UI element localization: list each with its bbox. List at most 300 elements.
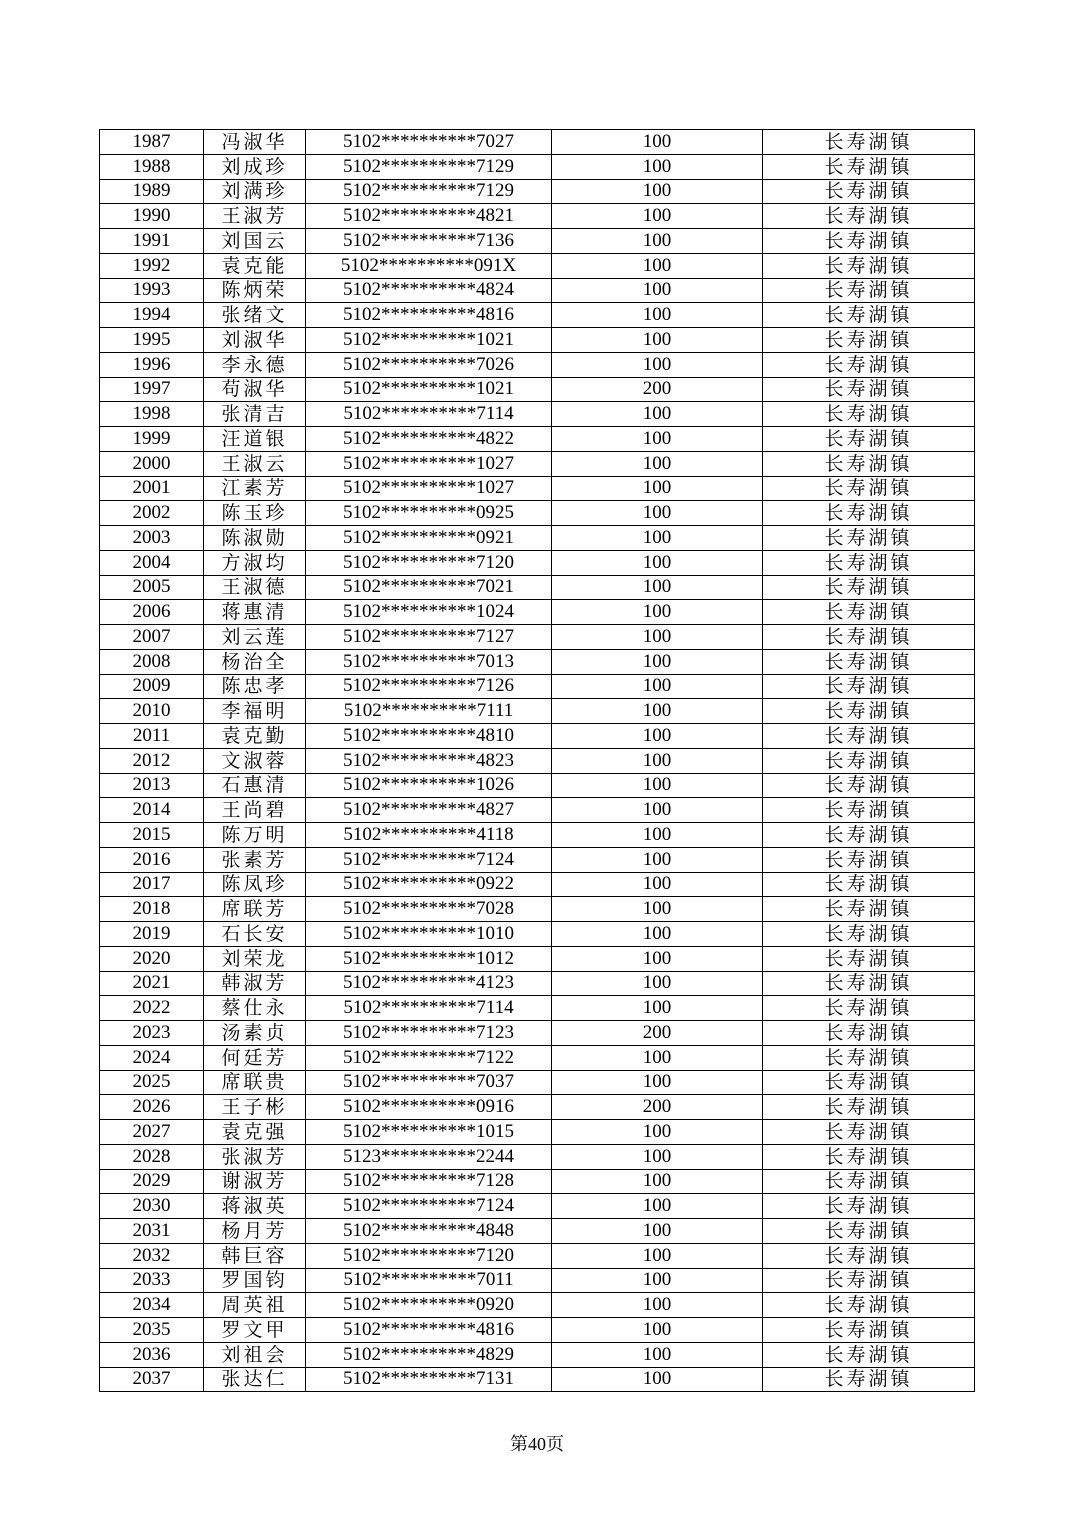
amount-cell: 100 bbox=[552, 1169, 763, 1194]
amount-cell: 100 bbox=[552, 872, 763, 897]
amount-cell: 100 bbox=[552, 946, 763, 971]
amount-cell: 100 bbox=[552, 1342, 763, 1367]
table-row bbox=[100, 1045, 975, 1070]
row-number-cell: 1988 bbox=[100, 154, 204, 179]
amount-cell: 100 bbox=[552, 996, 763, 1021]
row-number-cell: 2013 bbox=[100, 773, 204, 798]
table-row bbox=[100, 179, 975, 204]
town-cell: 长寿湖镇 bbox=[763, 402, 975, 427]
amount-cell: 100 bbox=[552, 229, 763, 254]
id-number-cell: 5102**********4816 bbox=[306, 303, 552, 328]
amount-cell: 100 bbox=[552, 1243, 763, 1268]
name-cell: 杨治全 bbox=[204, 649, 306, 674]
id-number-cell: 5102**********4816 bbox=[306, 1318, 552, 1343]
table-row bbox=[100, 130, 975, 155]
name-cell: 杨月芳 bbox=[204, 1219, 306, 1244]
name-cell: 张清吉 bbox=[204, 402, 306, 427]
name-cell: 苟淑华 bbox=[204, 377, 306, 402]
table-row bbox=[100, 625, 975, 650]
name-cell: 陈凤珍 bbox=[204, 872, 306, 897]
table-row bbox=[100, 922, 975, 947]
amount-cell: 100 bbox=[552, 476, 763, 501]
town-cell: 长寿湖镇 bbox=[763, 1144, 975, 1169]
id-number-cell: 5102**********4829 bbox=[306, 1342, 552, 1367]
amount-cell: 100 bbox=[552, 253, 763, 278]
name-cell: 罗国钧 bbox=[204, 1268, 306, 1293]
amount-cell: 200 bbox=[552, 377, 763, 402]
amount-cell: 100 bbox=[552, 600, 763, 625]
table-row bbox=[100, 501, 975, 526]
name-cell: 袁克强 bbox=[204, 1120, 306, 1145]
name-cell: 张达仁 bbox=[204, 1367, 306, 1392]
name-cell: 罗文甲 bbox=[204, 1318, 306, 1343]
row-number-cell: 1997 bbox=[100, 377, 204, 402]
row-number-cell: 2030 bbox=[100, 1194, 204, 1219]
id-number-cell: 5102**********7124 bbox=[306, 847, 552, 872]
row-number-cell: 2004 bbox=[100, 550, 204, 575]
row-number-cell: 1998 bbox=[100, 402, 204, 427]
table-row bbox=[100, 674, 975, 699]
id-number-cell: 5102**********1026 bbox=[306, 773, 552, 798]
name-cell: 席联贵 bbox=[204, 1070, 306, 1095]
table-row bbox=[100, 600, 975, 625]
id-number-cell: 5102**********7128 bbox=[306, 1169, 552, 1194]
name-cell: 蔡仕永 bbox=[204, 996, 306, 1021]
town-cell: 长寿湖镇 bbox=[763, 872, 975, 897]
id-number-cell: 5102**********7126 bbox=[306, 674, 552, 699]
row-number-cell: 2037 bbox=[100, 1367, 204, 1392]
table-row bbox=[100, 748, 975, 773]
table-row bbox=[100, 451, 975, 476]
town-cell: 长寿湖镇 bbox=[763, 1194, 975, 1219]
table-row bbox=[100, 278, 975, 303]
amount-cell: 100 bbox=[552, 971, 763, 996]
name-cell: 李福明 bbox=[204, 699, 306, 724]
row-number-cell: 2027 bbox=[100, 1120, 204, 1145]
town-cell: 长寿湖镇 bbox=[763, 1342, 975, 1367]
amount-cell: 100 bbox=[552, 922, 763, 947]
town-cell: 长寿湖镇 bbox=[763, 154, 975, 179]
row-number-cell: 2007 bbox=[100, 625, 204, 650]
name-cell: 文淑蓉 bbox=[204, 748, 306, 773]
table-row bbox=[100, 526, 975, 551]
amount-cell: 100 bbox=[552, 1219, 763, 1244]
town-cell: 长寿湖镇 bbox=[763, 1268, 975, 1293]
row-number-cell: 2026 bbox=[100, 1095, 204, 1120]
row-number-cell: 2025 bbox=[100, 1070, 204, 1095]
id-number-cell: 5102**********1012 bbox=[306, 946, 552, 971]
town-cell: 长寿湖镇 bbox=[763, 798, 975, 823]
roster-table-body bbox=[100, 130, 975, 1392]
id-number-cell: 5102**********7028 bbox=[306, 897, 552, 922]
id-number-cell: 5102**********7120 bbox=[306, 550, 552, 575]
roster-table bbox=[99, 129, 975, 1392]
name-cell: 刘云莲 bbox=[204, 625, 306, 650]
table-row bbox=[100, 724, 975, 749]
town-cell: 长寿湖镇 bbox=[763, 971, 975, 996]
table-row bbox=[100, 303, 975, 328]
amount-cell: 100 bbox=[552, 303, 763, 328]
name-cell: 石长安 bbox=[204, 922, 306, 947]
amount-cell: 100 bbox=[552, 130, 763, 155]
name-cell: 江素芳 bbox=[204, 476, 306, 501]
table-row bbox=[100, 204, 975, 229]
row-number-cell: 2028 bbox=[100, 1144, 204, 1169]
table-row bbox=[100, 1293, 975, 1318]
row-number-cell: 1999 bbox=[100, 427, 204, 452]
id-number-cell: 5102**********4823 bbox=[306, 748, 552, 773]
name-cell: 周英祖 bbox=[204, 1293, 306, 1318]
town-cell: 长寿湖镇 bbox=[763, 1367, 975, 1392]
amount-cell: 100 bbox=[552, 773, 763, 798]
table-row bbox=[100, 798, 975, 823]
town-cell: 长寿湖镇 bbox=[763, 1219, 975, 1244]
table-row bbox=[100, 1070, 975, 1095]
name-cell: 张淑芳 bbox=[204, 1144, 306, 1169]
row-number-cell: 2020 bbox=[100, 946, 204, 971]
town-cell: 长寿湖镇 bbox=[763, 996, 975, 1021]
table-row bbox=[100, 773, 975, 798]
amount-cell: 100 bbox=[552, 550, 763, 575]
id-number-cell: 5102**********7026 bbox=[306, 352, 552, 377]
amount-cell: 100 bbox=[552, 823, 763, 848]
town-cell: 长寿湖镇 bbox=[763, 278, 975, 303]
table-row bbox=[100, 352, 975, 377]
id-number-cell: 5102**********0921 bbox=[306, 526, 552, 551]
id-number-cell: 5102**********4821 bbox=[306, 204, 552, 229]
table-row bbox=[100, 996, 975, 1021]
id-number-cell: 5102**********0920 bbox=[306, 1293, 552, 1318]
id-number-cell: 5102**********4848 bbox=[306, 1219, 552, 1244]
id-number-cell: 5102**********4810 bbox=[306, 724, 552, 749]
table-row bbox=[100, 1243, 975, 1268]
id-number-cell: 5102**********1010 bbox=[306, 922, 552, 947]
name-cell: 刘淑华 bbox=[204, 328, 306, 353]
table-row bbox=[100, 1194, 975, 1219]
town-cell: 长寿湖镇 bbox=[763, 625, 975, 650]
town-cell: 长寿湖镇 bbox=[763, 897, 975, 922]
table-row bbox=[100, 1268, 975, 1293]
row-number-cell: 2019 bbox=[100, 922, 204, 947]
amount-cell: 100 bbox=[552, 154, 763, 179]
table-row bbox=[100, 823, 975, 848]
table-row bbox=[100, 897, 975, 922]
row-number-cell: 2029 bbox=[100, 1169, 204, 1194]
name-cell: 石惠清 bbox=[204, 773, 306, 798]
town-cell: 长寿湖镇 bbox=[763, 303, 975, 328]
table-row bbox=[100, 476, 975, 501]
id-number-cell: 5102**********7124 bbox=[306, 1194, 552, 1219]
id-number-cell: 5102**********7011 bbox=[306, 1268, 552, 1293]
row-number-cell: 2000 bbox=[100, 451, 204, 476]
id-number-cell: 5102**********1027 bbox=[306, 451, 552, 476]
amount-cell: 100 bbox=[552, 1318, 763, 1343]
row-number-cell: 1996 bbox=[100, 352, 204, 377]
amount-cell: 100 bbox=[552, 179, 763, 204]
id-number-cell: 5102**********7136 bbox=[306, 229, 552, 254]
row-number-cell: 1993 bbox=[100, 278, 204, 303]
table-row bbox=[100, 1342, 975, 1367]
amount-cell: 100 bbox=[552, 724, 763, 749]
town-cell: 长寿湖镇 bbox=[763, 1045, 975, 1070]
amount-cell: 100 bbox=[552, 798, 763, 823]
amount-cell: 100 bbox=[552, 674, 763, 699]
name-cell: 张素芳 bbox=[204, 847, 306, 872]
table-row bbox=[100, 847, 975, 872]
row-number-cell: 2033 bbox=[100, 1268, 204, 1293]
town-cell: 长寿湖镇 bbox=[763, 229, 975, 254]
amount-cell: 100 bbox=[552, 402, 763, 427]
town-cell: 长寿湖镇 bbox=[763, 130, 975, 155]
row-number-cell: 1991 bbox=[100, 229, 204, 254]
town-cell: 长寿湖镇 bbox=[763, 451, 975, 476]
id-number-cell: 5102**********1021 bbox=[306, 328, 552, 353]
amount-cell: 100 bbox=[552, 1144, 763, 1169]
amount-cell: 200 bbox=[552, 1095, 763, 1120]
town-cell: 长寿湖镇 bbox=[763, 204, 975, 229]
town-cell: 长寿湖镇 bbox=[763, 724, 975, 749]
town-cell: 长寿湖镇 bbox=[763, 649, 975, 674]
table-row bbox=[100, 872, 975, 897]
table-row bbox=[100, 253, 975, 278]
name-cell: 韩淑芳 bbox=[204, 971, 306, 996]
name-cell: 韩巨容 bbox=[204, 1243, 306, 1268]
amount-cell: 100 bbox=[552, 451, 763, 476]
id-number-cell: 5123**********2244 bbox=[306, 1144, 552, 1169]
town-cell: 长寿湖镇 bbox=[763, 352, 975, 377]
town-cell: 长寿湖镇 bbox=[763, 1021, 975, 1046]
table-row bbox=[100, 946, 975, 971]
row-number-cell: 2036 bbox=[100, 1342, 204, 1367]
name-cell: 陈忠孝 bbox=[204, 674, 306, 699]
town-cell: 长寿湖镇 bbox=[763, 1318, 975, 1343]
table-row bbox=[100, 971, 975, 996]
name-cell: 蒋惠清 bbox=[204, 600, 306, 625]
town-cell: 长寿湖镇 bbox=[763, 501, 975, 526]
town-cell: 长寿湖镇 bbox=[763, 328, 975, 353]
town-cell: 长寿湖镇 bbox=[763, 1070, 975, 1095]
amount-cell: 100 bbox=[552, 1367, 763, 1392]
table-row bbox=[100, 550, 975, 575]
row-number-cell: 2011 bbox=[100, 724, 204, 749]
row-number-cell: 2005 bbox=[100, 575, 204, 600]
name-cell: 谢淑芳 bbox=[204, 1169, 306, 1194]
id-number-cell: 5102**********7129 bbox=[306, 154, 552, 179]
row-number-cell: 2016 bbox=[100, 847, 204, 872]
id-number-cell: 5102**********7021 bbox=[306, 575, 552, 600]
table-row bbox=[100, 229, 975, 254]
name-cell: 陈万明 bbox=[204, 823, 306, 848]
id-number-cell: 5102**********7129 bbox=[306, 179, 552, 204]
row-number-cell: 2015 bbox=[100, 823, 204, 848]
name-cell: 刘满珍 bbox=[204, 179, 306, 204]
name-cell: 张绪文 bbox=[204, 303, 306, 328]
id-number-cell: 5102**********0916 bbox=[306, 1095, 552, 1120]
town-cell: 长寿湖镇 bbox=[763, 179, 975, 204]
amount-cell: 100 bbox=[552, 575, 763, 600]
id-number-cell: 5102**********4827 bbox=[306, 798, 552, 823]
amount-cell: 100 bbox=[552, 204, 763, 229]
town-cell: 长寿湖镇 bbox=[763, 922, 975, 947]
name-cell: 王淑德 bbox=[204, 575, 306, 600]
town-cell: 长寿湖镇 bbox=[763, 575, 975, 600]
town-cell: 长寿湖镇 bbox=[763, 427, 975, 452]
id-number-cell: 5102**********4118 bbox=[306, 823, 552, 848]
amount-cell: 100 bbox=[552, 1293, 763, 1318]
town-cell: 长寿湖镇 bbox=[763, 1169, 975, 1194]
row-number-cell: 2006 bbox=[100, 600, 204, 625]
town-cell: 长寿湖镇 bbox=[763, 1293, 975, 1318]
town-cell: 长寿湖镇 bbox=[763, 1243, 975, 1268]
table-row bbox=[100, 402, 975, 427]
table-row bbox=[100, 427, 975, 452]
table-row bbox=[100, 1144, 975, 1169]
amount-cell: 100 bbox=[552, 1070, 763, 1095]
id-number-cell: 5102**********0922 bbox=[306, 872, 552, 897]
name-cell: 王淑云 bbox=[204, 451, 306, 476]
id-number-cell: 5102**********1027 bbox=[306, 476, 552, 501]
table-row bbox=[100, 1021, 975, 1046]
amount-cell: 100 bbox=[552, 699, 763, 724]
town-cell: 长寿湖镇 bbox=[763, 823, 975, 848]
id-number-cell: 5102**********7122 bbox=[306, 1045, 552, 1070]
row-number-cell: 2003 bbox=[100, 526, 204, 551]
row-number-cell: 2009 bbox=[100, 674, 204, 699]
row-number-cell: 2002 bbox=[100, 501, 204, 526]
name-cell: 袁克能 bbox=[204, 253, 306, 278]
amount-cell: 100 bbox=[552, 625, 763, 650]
row-number-cell: 2035 bbox=[100, 1318, 204, 1343]
row-number-cell: 2008 bbox=[100, 649, 204, 674]
town-cell: 长寿湖镇 bbox=[763, 748, 975, 773]
amount-cell: 100 bbox=[552, 1045, 763, 1070]
id-number-cell: 5102**********7027 bbox=[306, 130, 552, 155]
amount-cell: 100 bbox=[552, 748, 763, 773]
table-row bbox=[100, 1318, 975, 1343]
row-number-cell: 1989 bbox=[100, 179, 204, 204]
name-cell: 陈玉珍 bbox=[204, 501, 306, 526]
name-cell: 席联芳 bbox=[204, 897, 306, 922]
row-number-cell: 2018 bbox=[100, 897, 204, 922]
name-cell: 王尚碧 bbox=[204, 798, 306, 823]
amount-cell: 100 bbox=[552, 649, 763, 674]
amount-cell: 100 bbox=[552, 526, 763, 551]
id-number-cell: 5102**********4824 bbox=[306, 278, 552, 303]
row-number-cell: 2001 bbox=[100, 476, 204, 501]
town-cell: 长寿湖镇 bbox=[763, 1095, 975, 1120]
page-number: 第40页 bbox=[510, 1434, 564, 1454]
amount-cell: 100 bbox=[552, 847, 763, 872]
id-number-cell: 5102**********4123 bbox=[306, 971, 552, 996]
id-number-cell: 5102**********7120 bbox=[306, 1243, 552, 1268]
id-number-cell: 5102**********7013 bbox=[306, 649, 552, 674]
id-number-cell: 5102**********1021 bbox=[306, 377, 552, 402]
row-number-cell: 2014 bbox=[100, 798, 204, 823]
name-cell: 方淑均 bbox=[204, 550, 306, 575]
row-number-cell: 2012 bbox=[100, 748, 204, 773]
table-row bbox=[100, 1120, 975, 1145]
amount-cell: 100 bbox=[552, 278, 763, 303]
table-row bbox=[100, 1367, 975, 1392]
name-cell: 何廷芳 bbox=[204, 1045, 306, 1070]
name-cell: 蒋淑英 bbox=[204, 1194, 306, 1219]
row-number-cell: 2017 bbox=[100, 872, 204, 897]
id-number-cell: 5102**********7114 bbox=[306, 996, 552, 1021]
town-cell: 长寿湖镇 bbox=[763, 526, 975, 551]
row-number-cell: 1992 bbox=[100, 253, 204, 278]
id-number-cell: 5102**********7037 bbox=[306, 1070, 552, 1095]
table-row bbox=[100, 377, 975, 402]
id-number-cell: 5102**********7114 bbox=[306, 402, 552, 427]
amount-cell: 100 bbox=[552, 328, 763, 353]
id-number-cell: 5102**********1015 bbox=[306, 1120, 552, 1145]
name-cell: 陈淑勋 bbox=[204, 526, 306, 551]
name-cell: 汤素贞 bbox=[204, 1021, 306, 1046]
id-number-cell: 5102**********7131 bbox=[306, 1367, 552, 1392]
row-number-cell: 2010 bbox=[100, 699, 204, 724]
amount-cell: 100 bbox=[552, 1194, 763, 1219]
row-number-cell: 1995 bbox=[100, 328, 204, 353]
amount-cell: 100 bbox=[552, 1268, 763, 1293]
amount-cell: 100 bbox=[552, 352, 763, 377]
amount-cell: 100 bbox=[552, 501, 763, 526]
table-row bbox=[100, 649, 975, 674]
row-number-cell: 1994 bbox=[100, 303, 204, 328]
amount-cell: 100 bbox=[552, 1120, 763, 1145]
row-number-cell: 1987 bbox=[100, 130, 204, 155]
id-number-cell: 5102**********1024 bbox=[306, 600, 552, 625]
town-cell: 长寿湖镇 bbox=[763, 946, 975, 971]
town-cell: 长寿湖镇 bbox=[763, 1120, 975, 1145]
town-cell: 长寿湖镇 bbox=[763, 699, 975, 724]
row-number-cell: 2034 bbox=[100, 1293, 204, 1318]
id-number-cell: 5102**********0925 bbox=[306, 501, 552, 526]
row-number-cell: 2024 bbox=[100, 1045, 204, 1070]
table-row bbox=[100, 1095, 975, 1120]
id-number-cell: 5102**********7127 bbox=[306, 625, 552, 650]
id-number-cell: 5102**********091X bbox=[306, 253, 552, 278]
town-cell: 长寿湖镇 bbox=[763, 674, 975, 699]
name-cell: 王淑芳 bbox=[204, 204, 306, 229]
table-row bbox=[100, 1169, 975, 1194]
id-number-cell: 5102**********4822 bbox=[306, 427, 552, 452]
amount-cell: 100 bbox=[552, 897, 763, 922]
town-cell: 长寿湖镇 bbox=[763, 847, 975, 872]
town-cell: 长寿湖镇 bbox=[763, 377, 975, 402]
town-cell: 长寿湖镇 bbox=[763, 600, 975, 625]
table-row bbox=[100, 328, 975, 353]
town-cell: 长寿湖镇 bbox=[763, 253, 975, 278]
name-cell: 袁克勤 bbox=[204, 724, 306, 749]
table-row bbox=[100, 699, 975, 724]
name-cell: 冯淑华 bbox=[204, 130, 306, 155]
name-cell: 刘国云 bbox=[204, 229, 306, 254]
name-cell: 陈炳荣 bbox=[204, 278, 306, 303]
amount-cell: 100 bbox=[552, 427, 763, 452]
table-row bbox=[100, 575, 975, 600]
town-cell: 长寿湖镇 bbox=[763, 550, 975, 575]
id-number-cell: 5102**********7123 bbox=[306, 1021, 552, 1046]
town-cell: 长寿湖镇 bbox=[763, 476, 975, 501]
name-cell: 刘成珍 bbox=[204, 154, 306, 179]
town-cell: 长寿湖镇 bbox=[763, 773, 975, 798]
row-number-cell: 2021 bbox=[100, 971, 204, 996]
table-row bbox=[100, 154, 975, 179]
table-row bbox=[100, 1219, 975, 1244]
row-number-cell: 2031 bbox=[100, 1219, 204, 1244]
name-cell: 李永德 bbox=[204, 352, 306, 377]
row-number-cell: 2022 bbox=[100, 996, 204, 1021]
